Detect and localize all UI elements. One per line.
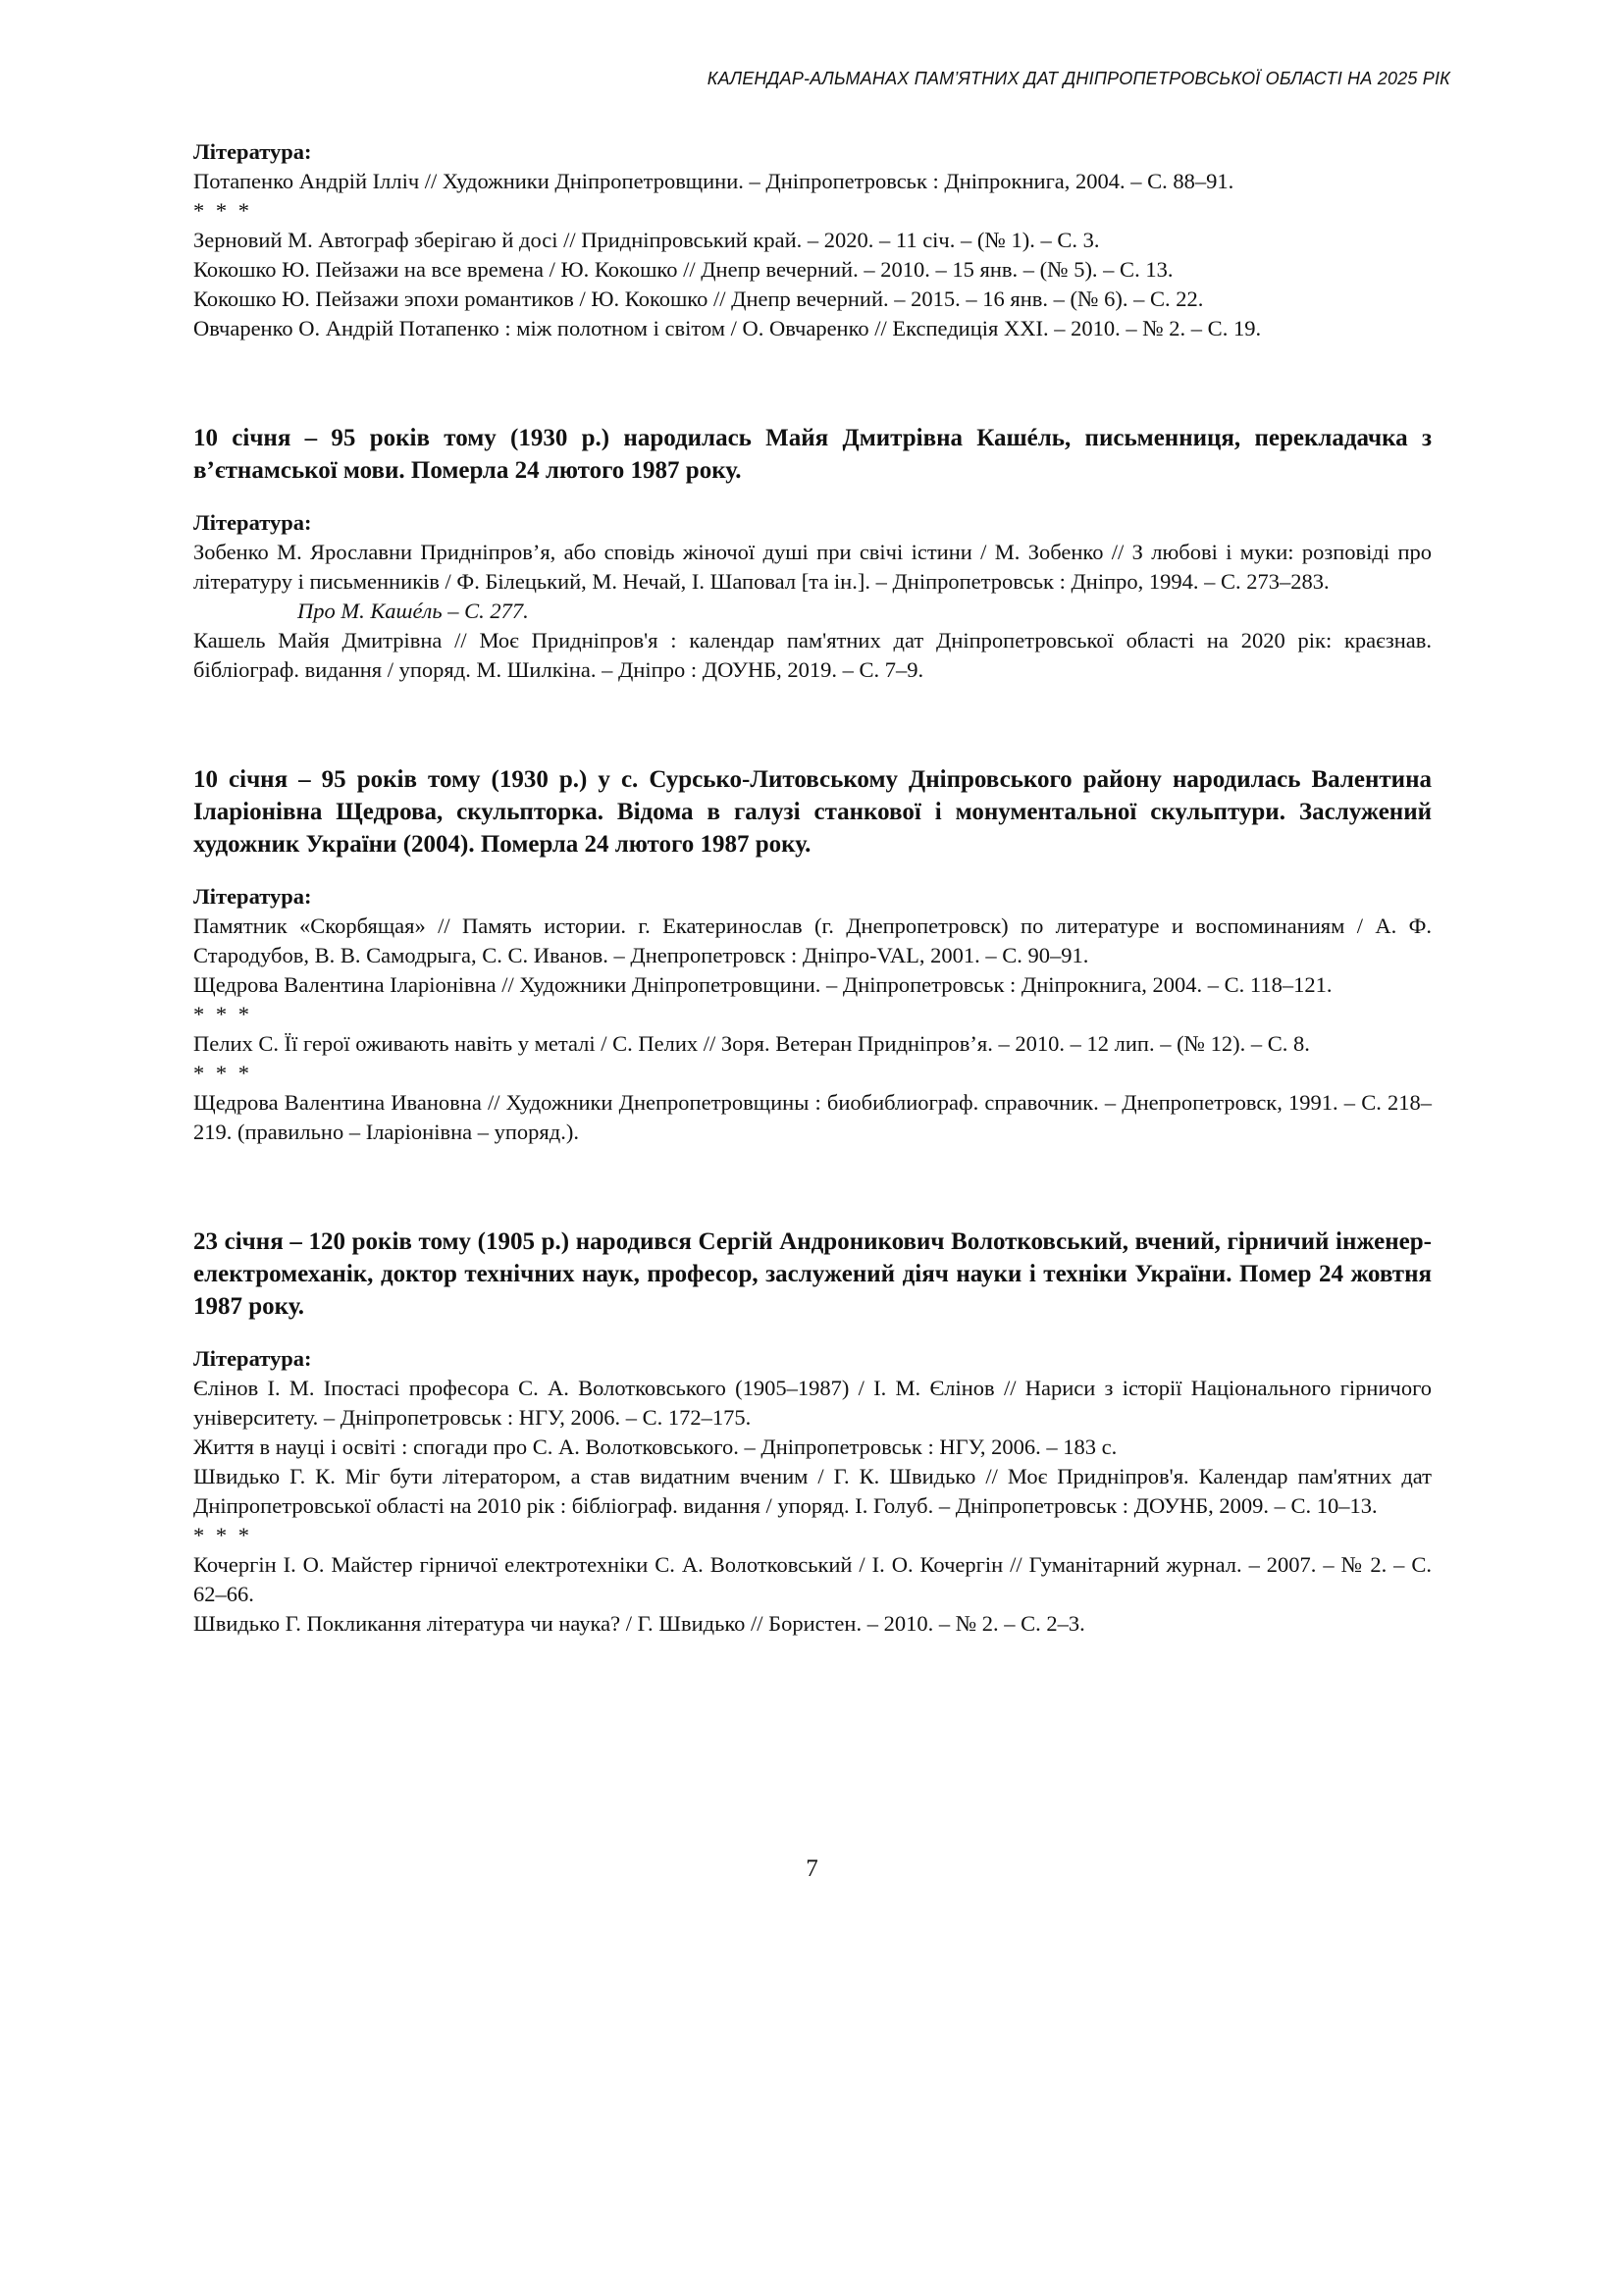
entry-heading: 10 січня – 95 років тому (1930 р.) у с. Сурсько-Литовському Дніпровського району народилась Валентина Іларіонівна Щедрова, скульпторка. Відома в галузі станкової і монументальної скульптури. Заслужений художник України (2004). Померла 24 лютого 1987 року. xyxy=(193,766,1432,858)
reference-item: Овчаренко О. Андрій Потапенко : між полотном і світом / О. Овчаренко // Експедиція XXI. – 2010. – № 2. – С. 19. xyxy=(193,316,1262,340)
section-volotkovsky xyxy=(193,1226,1432,1639)
separator: * * * xyxy=(193,1002,252,1026)
reference-item: Кашель Майя Дмитрівна // Моє Придніпров'я : календар пам'ятних дат Дніпропетровської області на 2020 рік: краєзнав. бібліограф. видання / упоряд. М. Шилкіна. – Дніпро : ДОУНБ, 2019. – С. 7–9. xyxy=(193,628,1432,682)
reference-item: Пелих С. Її герої оживають навіть у металі / С. Пелих // Зоря. Ветеран Придніпров’я. – 2010. – 12 лип. – (№ 12). – С. 8. xyxy=(193,1031,1310,1056)
spacer xyxy=(193,861,1432,882)
literature-label: Література: xyxy=(193,884,312,909)
reference-item: Щедрова Валентина Іларіонівна // Художники Дніпропетровщини. – Дніпропетровськ : Дніпрокнига, 2004. – С. 118–121. xyxy=(193,972,1333,997)
spacer xyxy=(193,487,1432,508)
reference-item: Життя в науці і освіті : спогади про С. А. Волотковського. – Дніпропетровськ : НГУ, 2006. – 183 с. xyxy=(193,1434,1118,1459)
section-kashel xyxy=(193,422,1432,685)
reference-item: Памятник «Скорбящая» // Память истории. г. Екатеринослав (г. Днепропетровск) по литературе и воспоминаниям / А. Ф. Стародубов, В. В. Самодрыга, С. С. Иванов. – Днепропетровск : Дніпро-VAL, 2001. – С. 90–91. xyxy=(193,913,1432,967)
reference-item: Швидько Г. К. Міг бути літератором, а став видатним вченим / Г. К. Швидько // Моє Придніпров'я. Календар пам'ятних дат Дніпропетровської області на 2010 рік : бібліограф. видання / упоряд. І. Голуб. – Дніпропетровськ : ДОУНБ, 2009. – С. 10–13. xyxy=(193,1464,1432,1518)
spacer xyxy=(193,1323,1432,1344)
spacer xyxy=(193,1147,1432,1226)
entry-heading: 10 січня – 95 років тому (1930 р.) народилась Майя Дмитрівна Кашéль, письменниця, перекладачка з в’єтнамської мови. Померла 24 лютого 1987 року. xyxy=(193,425,1432,484)
page-number: 7 xyxy=(806,1855,818,1882)
reference-item: Зерновий М. Автограф зберігаю й досі // Придніпровський край. – 2020. – 11 січ. – (№ 1). – С. 3. xyxy=(193,228,1100,252)
reference-item: Щедрова Валентина Ивановна // Художники Днепропетровщины : биобиблиограф. справочник. – Днепропетровск, 1991. – С. 218–219. (правильно – Іларіонівна – упоряд.). xyxy=(193,1090,1432,1144)
reference-item: Кокошко Ю. Пейзажи на все времена / Ю. Кокошко // Днепр вечерний. – 2010. – 15 янв. – (№ 5). – С. 13. xyxy=(193,257,1174,282)
literature-label: Література: xyxy=(193,1346,312,1371)
reference-item: Потапенко Андрій Ілліч // Художники Дніпропетровщини. – Дніпропетровськ : Дніпрокнига, 2004. – С. 88–91. xyxy=(193,169,1234,193)
literature-label: Література: xyxy=(193,139,312,164)
reference-item: Зобенко М. Ярославни Придніпров’я, або сповідь жіночої душі при свічі істини / М. Зобенко // З любові і муки: розповіді про літературу і письменників / Ф. Білецький, М. Нечай, І. Шаповал [та ін.]. – Дніпропетровськ : Дніпро, 1994. – С. 273–283. xyxy=(193,540,1432,594)
reference-item: Кокошко Ю. Пейзажи эпохи романтиков / Ю. Кокошко // Днепр вечерний. – 2015. – 16 янв. – (№ 6). – С. 22. xyxy=(193,287,1204,311)
reference-note: Про М. Кашéль – С. 277. xyxy=(297,599,529,623)
reference-item: Швидько Г. Покликання література чи наука? / Г. Швидько // Бористен. – 2010. – № 2. – С. 2–3. xyxy=(193,1611,1085,1636)
spacer xyxy=(193,343,1432,422)
separator: * * * xyxy=(193,1061,252,1085)
running-header: КАЛЕНДАР-АЛЬМАНАХ ПАМ’ЯТНИХ ДАТ ДНІПРОПЕТРОВСЬКОЇ ОБЛАСТІ НА 2025 РІК xyxy=(707,69,1450,88)
separator: * * * xyxy=(193,198,252,223)
literature-label: Література: xyxy=(193,510,312,535)
reference-item: Кочергін І. О. Майстер гірничої електротехніки С. А. Волотковський / І. О. Кочергін // Гуманітарний журнал. – 2007. – № 2. – С. 62–66. xyxy=(193,1552,1432,1606)
spacer xyxy=(193,685,1432,763)
page-content xyxy=(193,137,1432,1639)
entry-heading: 23 січня – 120 років тому (1905 р.) народився Сергій Андроникович Волотковський, вчений, гірничий інженер-електромеханік, доктор технічних наук, професор, заслужений діяч науки і техніки України. Помер 24 жовтня 1987 року. xyxy=(193,1228,1432,1320)
section-potapenko-literature xyxy=(193,137,1432,343)
reference-item: Єлінов І. М. Іпостасі професора С. А. Волотковського (1905–1987) / І. М. Єлінов // Нариси з історії Національного гірничого університету. – Дніпропетровськ : НГУ, 2006. – С. 172–175. xyxy=(193,1376,1432,1430)
separator: * * * xyxy=(193,1523,252,1547)
section-shchedrova xyxy=(193,763,1432,1147)
